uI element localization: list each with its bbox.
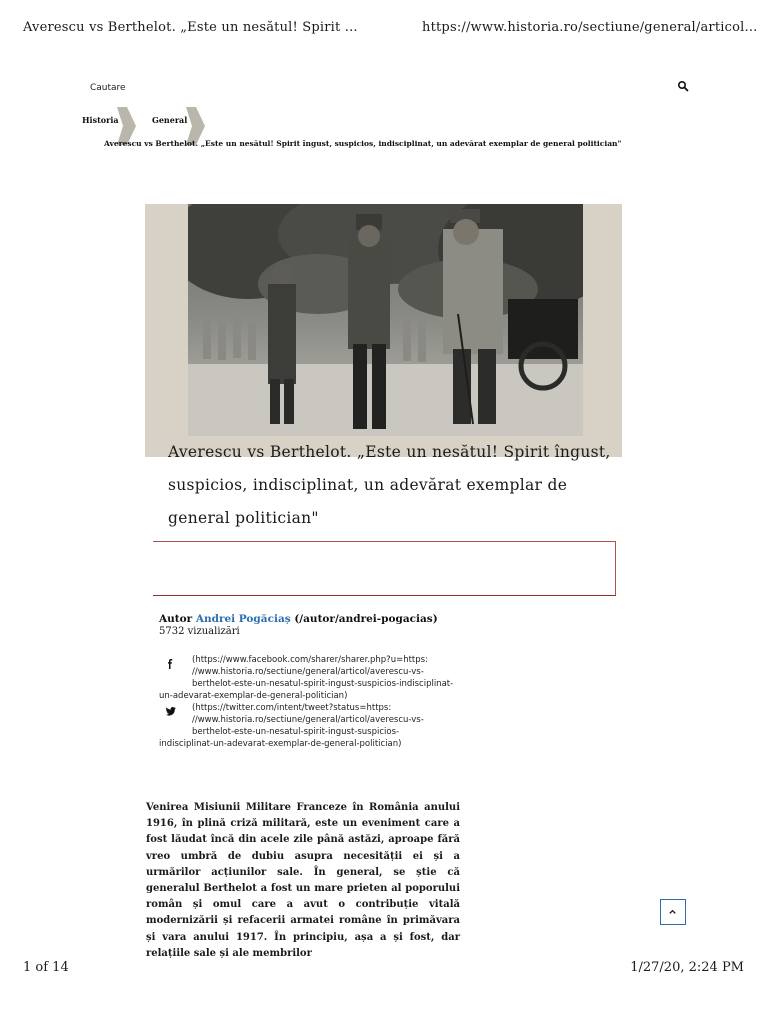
author-line [159, 613, 438, 625]
facebook-icon[interactable] [165, 659, 175, 669]
print-header-url: https://www.historia.ro/sectiune/general/articol... [422, 20, 758, 35]
twitter-icon[interactable] [166, 706, 176, 716]
historical-photo [188, 204, 583, 436]
ad-placeholder [153, 541, 616, 596]
search-label[interactable]: Cautare [90, 83, 126, 93]
scroll-top-button[interactable] [660, 899, 686, 925]
view-count: 5732 vizualizări [159, 626, 240, 637]
twitter-share-line-2[interactable]: //www.historia.ro/sectiune/general/articol/averescu-vs- [192, 715, 424, 725]
author-path: (/autor/andrei-pogacias) [294, 613, 438, 625]
print-footer-datetime: 1/27/20, 2:24 PM [630, 960, 744, 975]
breadcrumb-item-historia[interactable]: Historia [82, 115, 119, 125]
facebook-share-line-1[interactable]: (https://www.facebook.com/sharer/sharer.php?u=https: [192, 655, 428, 665]
print-header-title: Averescu vs Berthelot. „Este un nesătul! Spirit ... [23, 20, 358, 35]
facebook-share-line-3[interactable]: berthelot-este-un-nesatul-spirit-ingust-suspicios-indisciplinat- [192, 679, 454, 689]
print-footer-page: 1 of 14 [23, 960, 69, 975]
chevron-up-icon [661, 900, 685, 924]
breadcrumb-item-general[interactable]: General [152, 115, 188, 125]
author-label: Autor [159, 613, 193, 625]
facebook-share-line-4[interactable]: un-adevarat-exemplar-de-general-politician) [159, 691, 348, 701]
twitter-share-line-3[interactable]: berthelot-este-un-nesatul-spirit-ingust-suspicios- [192, 727, 400, 737]
breadcrumb-current: Averescu vs Berthelot. „Este un nesătul! Spirit îngust, suspicios, indisciplinat, un adevărat exemplar de general politician" [104, 139, 622, 148]
author-link[interactable]: Andrei Pogăciaș [195, 613, 291, 625]
article-title: Averescu vs Berthelot. „Este un nesătul! Spirit îngust, suspicios, indisciplinat, un adevărat exemplar de general politician" [168, 443, 611, 527]
hero-image [145, 204, 622, 457]
facebook-share-line-2[interactable]: //www.historia.ro/sectiune/general/articol/averescu-vs- [192, 667, 424, 677]
twitter-share-line-4[interactable]: indisciplinat-un-adevarat-exemplar-de-general-politician) [159, 739, 402, 749]
article-body: Venirea Misiunii Militare Franceze în România anului 1916, în plină criză militară, este un eveniment care a fost lăudat încă din acele zile până astăzi, aproape fără vreo umbră de dubiu asupra necesității ei și a urmărilor acțiunilor sale. În general, se știe că generalul Berthelot a fost un mare prieten al poporului român și omul care a avut o contribuție vitală modernizării și refacerii armatei române în primăvara și vara anului 1917. În principiu, așa a și fost, dar relațiile sale și ale membrilor [146, 802, 460, 959]
search-icon[interactable] [677, 80, 689, 92]
twitter-share-line-1[interactable]: (https://twitter.com/intent/tweet?status=https: [192, 703, 392, 713]
